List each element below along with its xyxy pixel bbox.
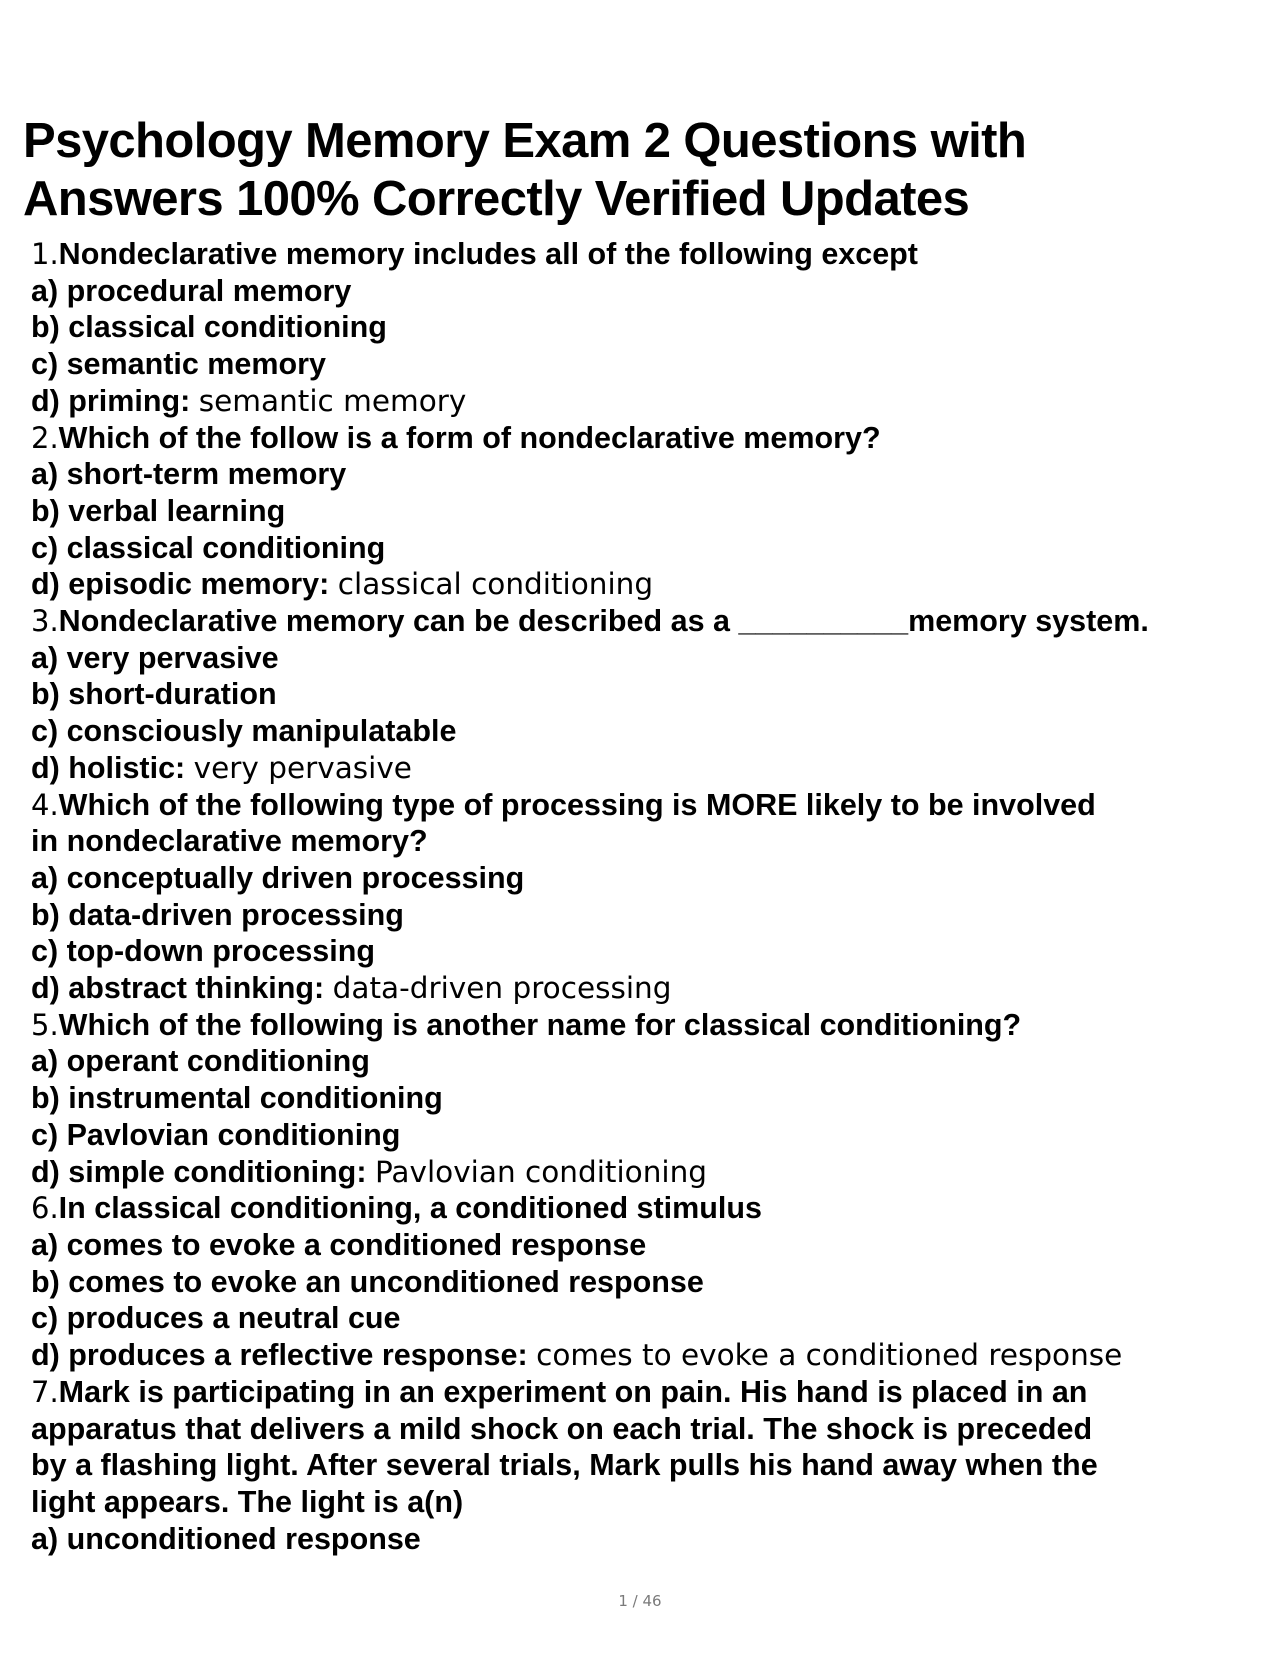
- question-text: Mark is participating in an experiment on pain. His hand is placed in an: [58, 1374, 1088, 1409]
- answer-option: d) abstract thinking:: [31, 971, 325, 1006]
- answer-option: d) produces a reflective response:: [31, 1338, 528, 1373]
- question-number: 1.: [31, 237, 59, 271]
- question-text: Nondeclarative memory includes all of the following except: [58, 237, 918, 271]
- question-list: [31, 236, 1271, 1557]
- answer-option: a) very pervasive: [31, 640, 279, 675]
- question-text: Nondeclarative memory can be described as a __________memory system.: [58, 604, 1149, 639]
- correct-answer: classical conditioning: [337, 567, 654, 602]
- question-number: 4.: [31, 787, 59, 822]
- answer-option: a) unconditioned response: [31, 1521, 421, 1556]
- question-text-continued: in nondeclarative memory?: [31, 824, 428, 859]
- answer-line: [31, 566, 1271, 603]
- question-text-continued: by a flashing light. After several trials, Mark pulls his hand away when the: [31, 1448, 1098, 1483]
- question-number: 3.: [31, 604, 59, 639]
- question-block: [31, 787, 1271, 1007]
- question-number: 5.: [31, 1007, 59, 1042]
- answer-line: [31, 750, 1271, 787]
- answer-line: [31, 970, 1271, 1007]
- question-text: In classical conditioning, a conditioned stimulus: [58, 1191, 762, 1226]
- question-line: [31, 603, 1271, 640]
- answer-line: [31, 1154, 1271, 1191]
- question-text-continued: light appears. The light is a(n): [31, 1484, 464, 1519]
- question-text: Which of the following is another name for classical conditioning?: [58, 1007, 1022, 1042]
- answer-option: a) short-term memory: [31, 457, 347, 492]
- question-text: Which of the follow is a form of nondeclarative memory?: [58, 420, 881, 455]
- question-block: [31, 603, 1271, 787]
- correct-answer: Pavlovian conditioning: [374, 1154, 708, 1189]
- answer-option: b) short-duration: [31, 677, 277, 712]
- answer-option: b) classical conditioning: [31, 310, 387, 345]
- answer-option: b) instrumental conditioning: [31, 1081, 443, 1116]
- answer-option: a) comes to evoke a conditioned response: [31, 1227, 647, 1262]
- answer-option: d) holistic:: [31, 750, 186, 785]
- answer-option: c) Pavlovian conditioning: [31, 1117, 401, 1152]
- answer-option: d) simple conditioning:: [31, 1154, 367, 1189]
- answer-option: a) procedural memory: [31, 273, 352, 308]
- answer-option: c) semantic memory: [31, 347, 326, 382]
- question-number: 6.: [31, 1191, 59, 1226]
- answer-option: a) operant conditioning: [31, 1044, 370, 1079]
- correct-answer: data-driven processing: [332, 971, 672, 1006]
- question-block: [31, 1374, 1271, 1558]
- question-line: [31, 1374, 1271, 1411]
- answer-option: c) produces a neutral cue: [31, 1301, 401, 1336]
- document-title: [23, 112, 1223, 228]
- question-block: [31, 1190, 1271, 1374]
- page-indicator: 1 / 46: [618, 1592, 662, 1610]
- question-number: 7.: [31, 1374, 59, 1409]
- question-line: [31, 1190, 1271, 1227]
- answer-option: d) priming:: [31, 383, 191, 418]
- answer-option: c) top-down processing: [31, 934, 375, 969]
- answer-option: b) data-driven processing: [31, 897, 404, 932]
- answer-option: b) verbal learning: [31, 493, 286, 528]
- answer-option: b) comes to evoke an unconditioned response: [31, 1264, 704, 1299]
- title-line-1: Psychology Memory Exam 2 Questions with: [23, 114, 1027, 168]
- question-text-continued: apparatus that delivers a mild shock on each trial. The shock is preceded: [31, 1411, 1093, 1446]
- correct-answer: very pervasive: [193, 750, 412, 785]
- question-line: [31, 236, 1271, 273]
- question-text: Which of the following type of processing is MORE likely to be involved: [58, 787, 1096, 822]
- answer-option: d) episodic memory:: [31, 567, 330, 602]
- question-number: 2.: [31, 420, 59, 455]
- answer-line: [31, 1337, 1271, 1374]
- answer-option: c) consciously manipulatable: [31, 714, 457, 749]
- question-line: [31, 787, 1271, 824]
- question-line: [31, 1007, 1271, 1044]
- title-line-2: Answers 100% Correctly Verified Updates: [23, 172, 970, 226]
- question-block: [31, 236, 1271, 420]
- correct-answer: comes to evoke a conditioned response: [536, 1338, 1123, 1373]
- question-block: [31, 420, 1271, 604]
- question-block: [31, 1007, 1271, 1191]
- answer-option: c) classical conditioning: [31, 530, 386, 565]
- question-line: [31, 420, 1271, 457]
- correct-answer: semantic memory: [198, 383, 467, 418]
- answer-line: [31, 383, 1271, 420]
- answer-option: a) conceptually driven processing: [31, 860, 525, 895]
